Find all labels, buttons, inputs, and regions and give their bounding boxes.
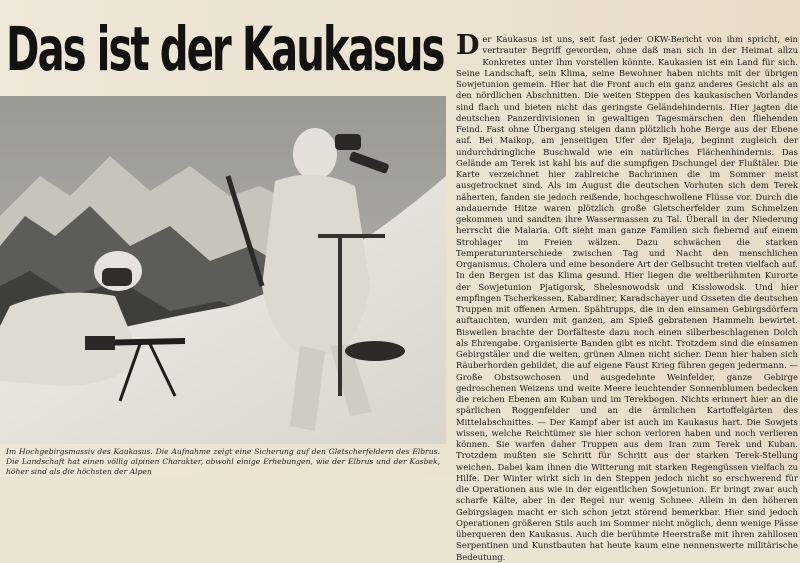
drop-cap: D — [456, 30, 480, 61]
article-body — [456, 30, 798, 562]
photo-caucasus-soldiers — [0, 96, 446, 444]
article-text: er Kaukasus ist uns, seit fast jeder OKW-Bericht von ihm spricht, ein vertrauter Begriff geworden, ohne daß man sich in der Heimat allzu Konkretes unter ihm vorstellen könnte. Kaukasien ist ein Land für sich. Seine Landschaft, sein Klima, seine Bewohner haben nichts mit der übrigen Sowjetunion gemein. Hier hat die Front auch ein ganz anderes Gesicht als an den nördlichen Abschnitten. Die weiten Steppen des kaukasischen Vorlandes sind flach und bieten nicht das geringste Geländehindernis. Hier jagten die deutschen Panzerdivisionen in gewaltigen Tagesmärschen den fliehenden Feind. Fast ohne Übergang steigen dann plötzlich hohe Berge aus der Ebene auf. Bei Maikop, am jenseitigen Ufer der Bjelaja, beginnt zugleich der undurchdringliche Buschwald wie ein natürliches Flächenhindernis. Das Gelände am Terek ist kahl bis auf die sumpfigen Dschungel der Flußtäler. Die Karte verzeichnet hier zahlreiche Bachrinnen die im Sommer meist ausgetrocknet sind. Als im August die deutschen Vorhuten sich dem Terek näherten, fanden sie jedoch reißende, hochgeschwollene Flüsse vor. Durch die andauernde Hitze waren plötzlich große Gletscherfelder zum Schmelzen gekommen und sandten ihre Wassermassen zu Tal. Überall in der Niederung herrscht die Malaria. Oft sieht man ganze Familien sich fiebernd auf einem Strohlager im Freien wälzen. Dazu schwächen die starken Temperaturunterschiede zwischen Tag und Nacht den menschlichen Organismus. Cholera und eine besondere Art der Gelbsucht treten vielfach auf. In den Bergen ist das Klima gesund. Hier liegen die weltberühmten Kurorte der Sowjetunion Pjatigorsk, Shelesnowodsk und Kisslowodsk. Und hier empfingen Tscherkessen, Kabardiner, Karadschayer und Osseten die deutschen Truppen mit offenen Armen. Spähtrupps, die in den einsamen Gebirgsdörfern auftauchten, wurden mit ganzen, am Spieß gebratenen Hammeln bewirtet. Bisweilen brachte der Dorfälteste dazu noch einen silberbeschlagenen Dolch als Ehrengabe. Organisierte Banden gibt es nicht. Trotzdem sind die einsamen Gebirgstäler und die weiten, grünen Almen nicht sicher. Denn hier haben sich Räuberhorden gebildet, die auf eigene Faust Krieg führen gegen jedermann. — Große Obstsowchosen und ausgedehnte Weinfelder, ganze Gebirge gedroschenen Weizens und weite Meere leuchtender Sonnenblumen bedecken die reichen Ebenen am Kuban und im Terekbogen. Nichts erinnert hier an die spärlichen Roggenfelder und an die ärmlichen Kartoffelgärten des Mittelabschnittes. — Der Kampf aber ist auch im Kaukasus hart. Die Sowjets wissen, welche Reichtümer sie hier schon verloren haben und noch verlieren können. Sie warfen daher Truppen aus dem Iran zum Terek und Kuban. Trotzdem mußten sie Schritt für Schritt aus der starken Terek-Stellung weichen. Dabei kam ihnen die Witterung mit starken Regengüssen vielfach zu Hilfe. Der Winter wirkt sich in den Steppen jedoch nicht so erschwerend für die Operationen aus wie in der eigentlichen Sowjetunion. Er bringt zwar auch scharfe Kälte, aber in der Regel nur wenig Schnee. Allein in den höheren Gebirgslagen macht er sich schon jetzt störend bemerkbar. Hier sind jedoch Operationen größeren Stils auch im Sommer nicht möglich, denn wenige Pässe überqueren den Kaukasus. Auch die berühmte Heerstraße mit ihren zahllosen Serpentinen und Kunstbauten hat heute kaum eine nennenswerte militärische Bedeutung. — [456, 34, 798, 562]
headline: Das ist der Kaukasus — [6, 14, 444, 85]
photo-illustration — [0, 96, 446, 444]
photo-caption: Im Hochgebirgsmassiv des Kaukasus. Die Aufnahme zeigt eine Sicherung auf den Gletscherfeldern des Elbrus. Die Landschaft hat einen völlig alpinen Charakter, obwohl einige Erhebungen, wie der Elbrus und der Kasbek, höher sind als die höchsten der Alpen — [6, 447, 440, 476]
